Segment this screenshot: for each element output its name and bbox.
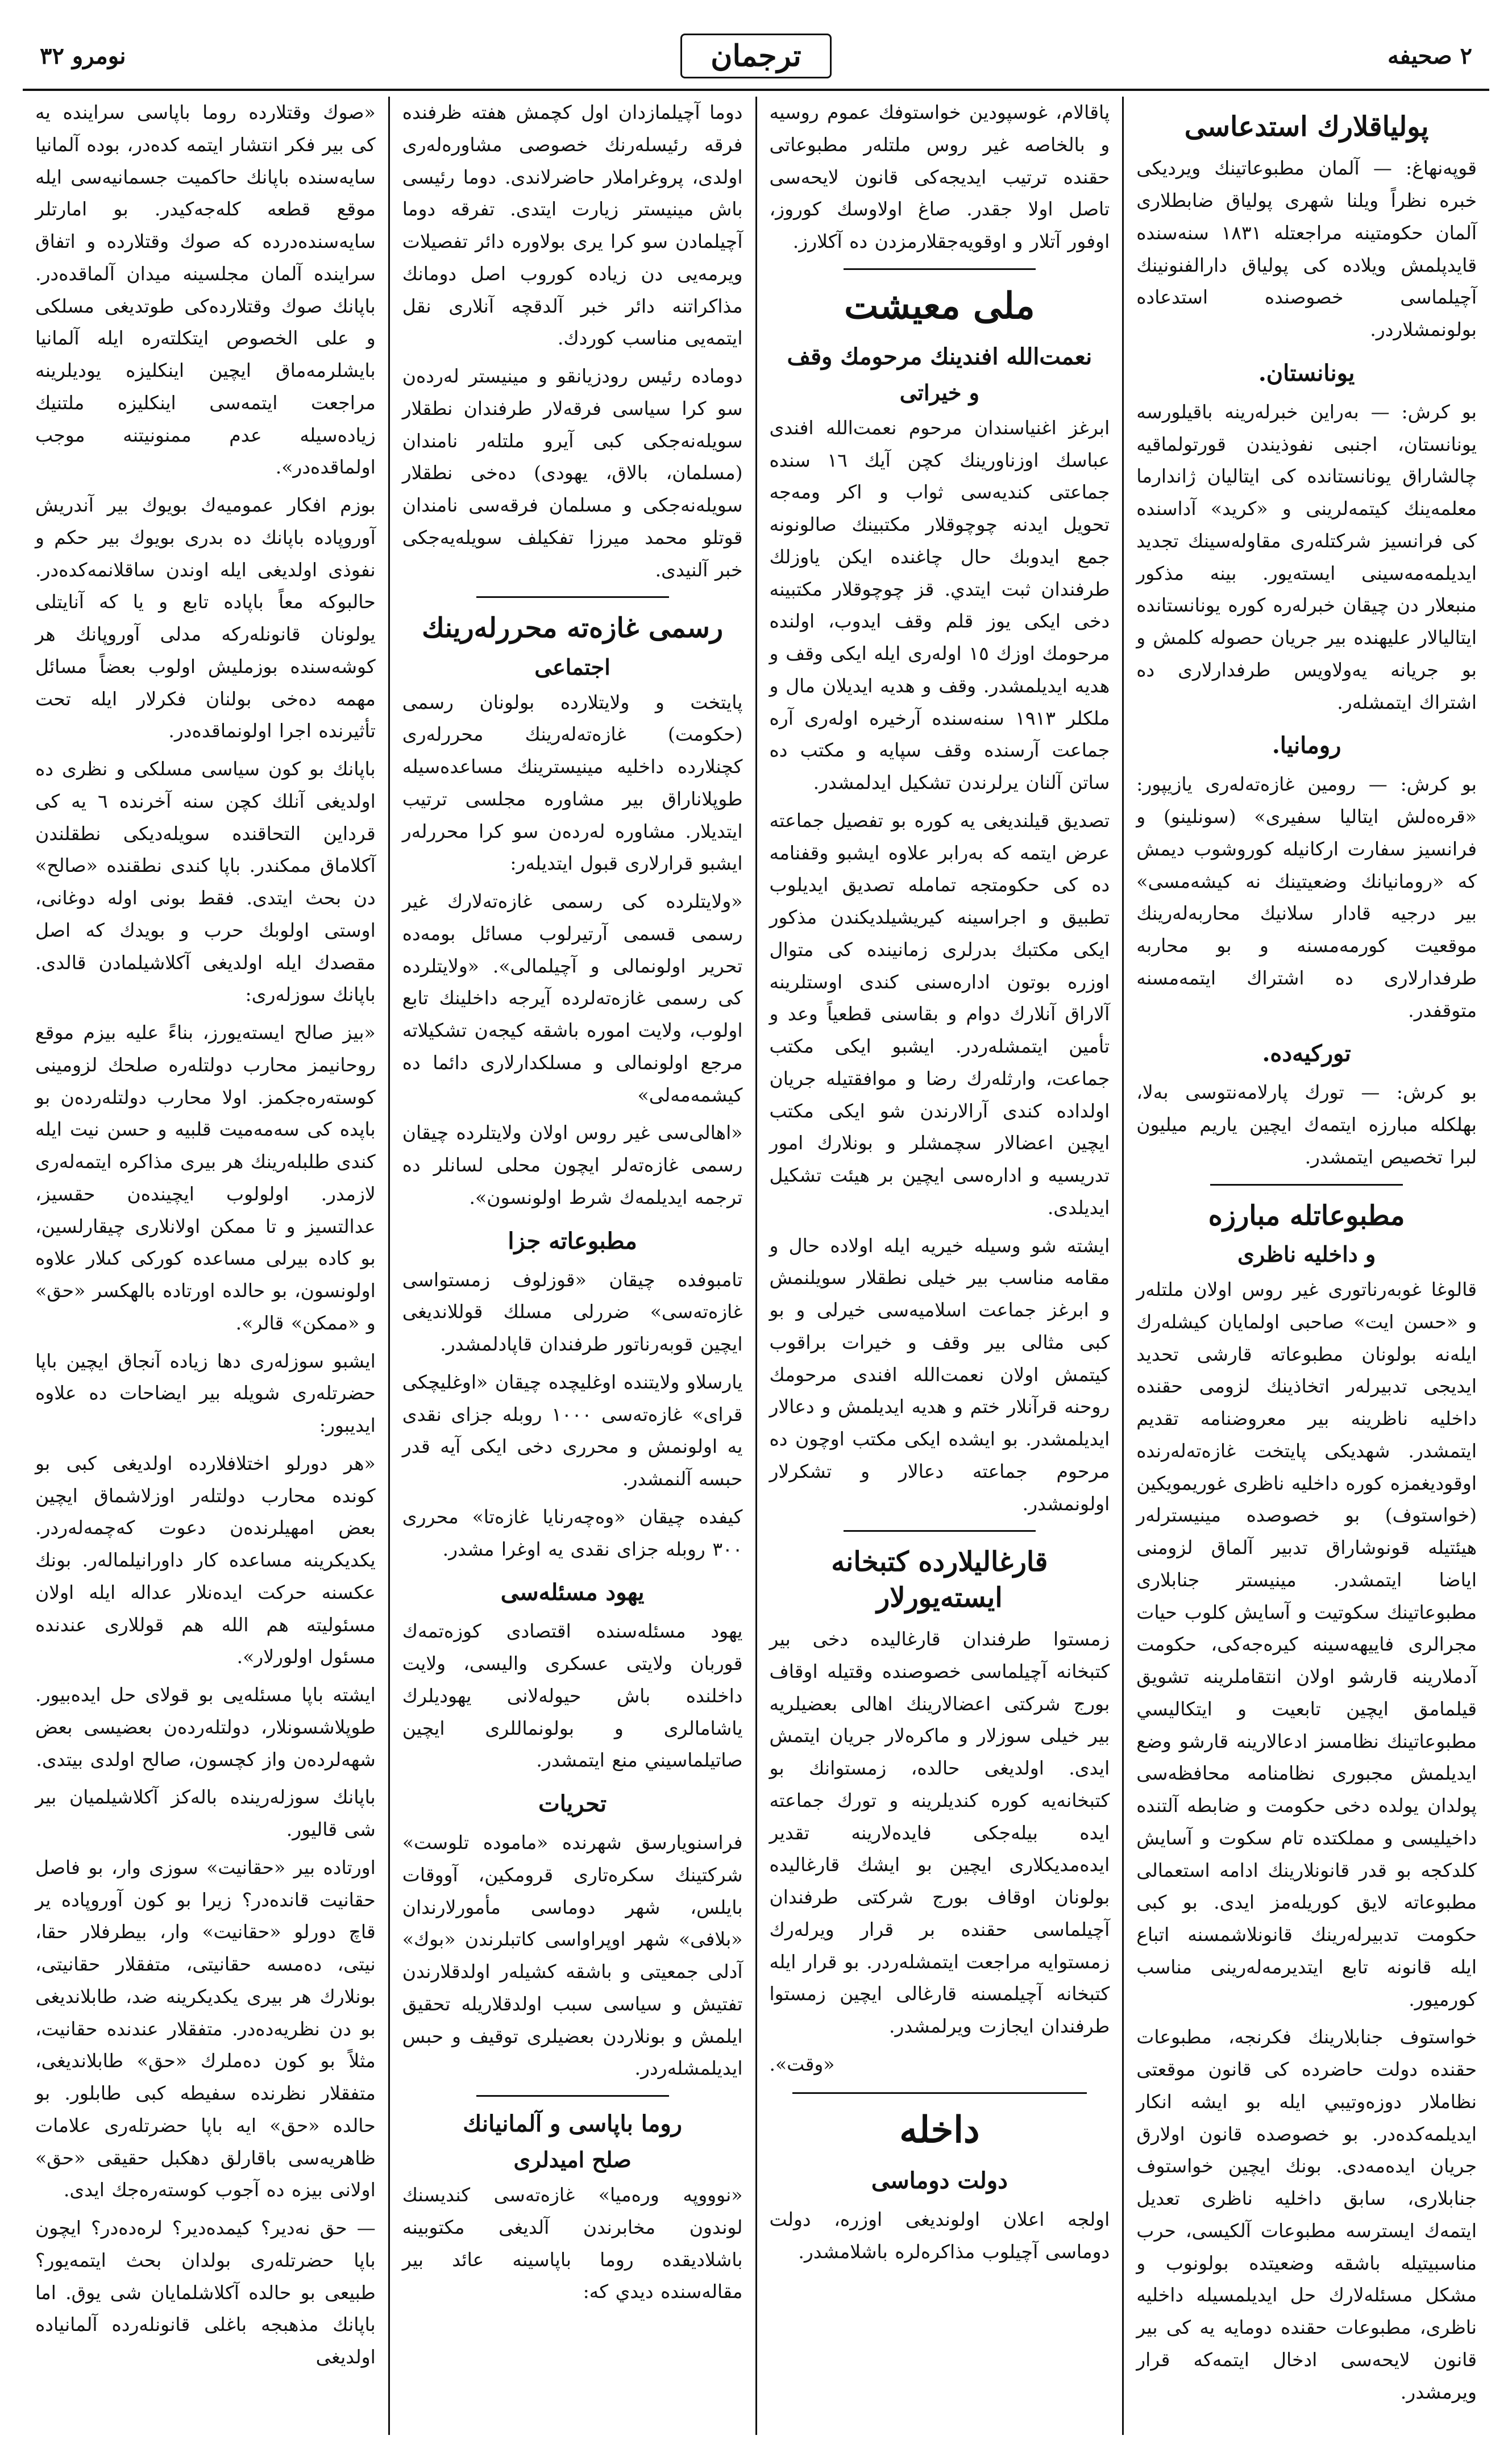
article-paragraph: بو كرش: — تورك پارلامەنتوسى بەلا، بهلكله مبارزه ايتمەك ايچين ياريم ميليون لبرا تخصيص ايتمشدر. (1136, 1081, 1477, 1168)
article-columns (23, 97, 1489, 2435)
article-paragraph: بو كرش: — رومين غازەتەلەرى يازيپور: «قره‌ه‌لش ايتاليا سفيرى» (سونلينو) و فرانسيز سفارت اركانيله كوروشوب ديمش كه «رومانيانك وضعيتينك نه كيشەمسى» بير درجيه قادار سلانيك محاربه‌لەرينك موقعيت كورمەمسنه و بو محاربه طرفدارلارى ده اشتراك ايتمەمسنه متوقفدر. (1136, 773, 1477, 1021)
column-3 (388, 97, 755, 2435)
article-paragraph: زمستوا طرفندان قارغاليده دخى بير كتبخانه آچيلماسى خصوصنده وقتيله اوقاف بورج شركتى اعضالارينك اهالى بعضيلريه بير خيلى سوزلار و ماكرەلار جريان ايتمش ايدى. اولديغى حالده، زمستوانك بو كتبخانه‌يه كوره كنديلرينه و تورك جماعته ايده بيلەجكى فايدەلارينه تقدير ايدەمديكلارى ايچين بو ايشك قارغاليده بولونان اوقاف بورج شركتى طرفندان آچيلماسى حقنده بر قرار ويرلەرك زمستوايه مراجعت ايتمشلەردر. بو قرار ايله كتبخانه آچيلمسنه قارغالى ايچين زمستوا طرفندان ايجازت ويرلمشدر. (769, 1628, 1110, 2038)
article-paragraph: «نوووپه ورەميا» غازەتەسى كنديسنك لوندون مخابرندن آلديغى مكتوبينه باشلاديقده روما باپاسينه عائد بير مقالەسنده ديدي كه: (402, 2184, 743, 2303)
article-paragraph: اولجه اعلان اولونديغى اوزره، دولت دوماسى آچيلوب مذاكرەلره باشلامشدر. (769, 2208, 1110, 2263)
heading-official-editors: رسمى غازەته محررلەرينك (422, 612, 724, 645)
subheading-interior-minister: و داخليه ناظرى (1237, 1241, 1376, 1267)
divider (476, 596, 669, 598)
article-paragraph: دوماده رئيس رودزيانقو و مينيستر لەردەن سو كرا سياسى فرقەلار طرفندان نطقلار سويلەنەجكى كبى آيرو ملتلەر نامندان (مسلمان، بالاق، يهودى) ده‌خى نطقلار سويلەنەجكى و مسلمان فرقەسى نامندان قوتلو محمد ميرزا تفكيلف سويلەيەجكى خبر آلنيدى. (402, 365, 743, 581)
article-paragraph: كيفده چيقان «وەچەرنايا غازەتا» محررى ٣٠٠ روبله جزاى نقدى يه اوغرا مشدر. (402, 1505, 743, 1560)
subheading-charities: و خيراتى (899, 379, 980, 405)
article-paragraph: — حق نه‌دير؟ كيمده‌دير؟ لره‌دەدر؟ ايچون باپا حضرتلەرى بولدان بحث ايتمە‌يور؟ طبيعى بو حالده آكلاشلمايان شى يوق. اما باپانك مذهبجه باغلى قانونلەرده آلمانياده اولديغى (35, 2217, 376, 2368)
article-paragraph: باپانك بو كون سياسى مسلكى و نظرى ده اولديغى آنلك كچن سنه آخرنده ٦ يه كى قرداين التحاقنده سويلەديكى نطقلندن آكلاماق ممكندر. باپا كندى نطقنده «صالح» دن بحث ايتدى. فقط بونى اوله دوغانى، اوستى اولوبك حرب و بويدك كه اصل مقصدك ايله اولديغى آكلاشيلمادن قالدى. باپانك سوزلەرى: (35, 758, 376, 1006)
article-paragraph: پايتخت و ولايتلارده بولونان رسمى (حكومت) غازەتەلەرينك محررلەرى كچنلارده داخليه مينيسترينك مساعده‌سيله طوپلاناراق بير مشاوره مجلسى ترتيب ايتديلار. مشاوره لەردەن سو كرا محررلەر ايشبو قرارلارى قبول ايتديلەر: (402, 691, 743, 875)
heading-pope-germany: روما باپاسى و آلمانيانك (463, 2110, 682, 2138)
heading-romania: رومانيا. (1272, 732, 1341, 759)
subheading-meeting: اجتماعى (534, 654, 610, 680)
article-paragraph: تامبوفده چيقان «قوزلوف زمستواسى غازەتەسى» ضررلى مسلك قوللانديغى ايچين قوبەرناتور طرفندان قاپادلمشدر. (402, 1268, 743, 1356)
divider (792, 2092, 1087, 2094)
article-paragraph: «بيز صالح ايستەيورز، بناءً عليه بيزم موقع روحانيمز محارب دولتلەره صلحك لزومينى كوستەرەجكمز. اولا محارب دولتلەردەن بو باپده كى سەمەميت قلبيه و حسن نيت ايله كندى طلبلەرينك هر بيرى مذاكره ايتمەلەرى لازمدر. اولولوب ايچيندەن حقسيز، عدالتسيز و تا ممكن اولانلارى چيقارلسين، بو كاده بيرلى مساعده كوركى كىلار علاوه اولونسون، بو حالده اورتاده بالهكسر «حق» و «ممكن» قالر». (35, 1021, 376, 1334)
article-paragraph: فراسنويارسق شهرنده «ماموده تلوست» شركتينك سكرەتارى قرومكين، آووقات بايلس، شهر دوماسى مأمورلارندان «بلافى» شهر اوپراواسى كاتبلرندن «بوك» آدلى جمعيتى و باشقه كشيلەر اولدقلارندن تفتيش و سياسى سبب اولدقلاريله تحقيق ايلمش و بونلاردن بعضيلرى توقيف و حبس ايديلمشلەردر. (402, 1831, 743, 2080)
issue-number: نومرو ٣٢ (40, 42, 126, 69)
divider (1210, 1184, 1403, 1186)
page-header (23, 23, 1489, 91)
article-paragraph: «صوك وقتلارده روما باپاسى سراينده يه كى بير فكر انتشار ايتمه كده‌در، بوده آلمانيا سايه‌سنده باپانك حاكميت جسمانيەسى ايله موقع قطعه كلەجەكيدر. بو امارتلر سايەسنده‌درده كه صوك وقتلارده و اتفاق سراينده آلمان مجلسينه ميدان آلماقدەدر. باپانك صوك وقتلارده‌كى طوتديغى مسلكى و على الخصوص ايتكلتەره ايله آلمانيا بايشلرمه‌ماق ايچين اينكليزه يوديلرينه مراجعت ايتمەسى اينكليزه ملتنيك زياده‌سيله عدم ممنونيتنه موجب اولماقدەدر». (35, 101, 376, 479)
article-paragraph: قالوغا غوبەرناتورى غير روس اولان ملتلەر و «حسن ايت» صاحبى اولمايان كيشلەرك ايلەنە بولونان مطبوعاته قارشى تحديد ايديجى تدبيرلەر اتخاذينك لزومى حقنده داخليه ناظرينه بير معروضنامه تقديم ايتمشدر. شهديكى پايتخت غازەتەلەرنده اوقوديغمزه كوره داخليه ناظرى غوريمويكين (خواستوف) بو خصوصده مينيسترلەر هيئتيله قونوشاراق تدبير آلماق لزومنى اياضا ايتمشدر. مينيستر جنابلارى مطبوعاتينك سكوتيت و آسايش كلوب حيات مجرالرى فاييهەسينه كيرەجەكى، حكومت آدملارينه قارشو اولان انتقاملرينه تشويق قيلمامق ايچين تابعيت و ايتكاليسي مطبوعاتينك نظامسز ادعالارينه قارشو وضع ايديلمش مجبورى نظامنامه محافظه‌سى پولدان يولده دخى حكومت و ضابطه آلتنده داخيليسى و مملكتده تام سكوت و آسايش كلدكجه بو قدر قانونلارينك ادامه استعمالى مطبوعاته لايق كوريلەمز ايدى. بو كبى حكومت تدبيرلەرينك قانونلاشمسنه اتباع ايله قانونه تابع ايتديرمەلەرينى مناسب كورميور. (1136, 1278, 1477, 2010)
article-paragraph: ايشته شو وسيله خيريه ايله اولاده حال و مقامه مناسب بير خيلى نطقلار سويلنمش و ابرغز جماعت اسلاميه‌سى خيرلى و بو كبى مثالى بير وقف و خيرات براقوب كيتمش اولان نعمت‌الله افندى مرحومك روحنه قرآنلار ختم و هديه ايديلمش و دعالار ايديلمشدر. بو ايشده ايكى مكتب اوچون ده مرحوم جماعته دعالار و تشكرلار اولونمشدر. (769, 1234, 1110, 1515)
article-paragraph: تصديق قيلنديغى يه كوره بو تفصيل جماعته عرض ايتمه كه بەرابر علاوه ايشبو وقفنامه ده كى حكومتجه تمامله تصديق ايديلوب تطبيق و اجراسينه كيريشيلديكندن مذكور ايكى مكتبك بدرلرى زمانينده كى متوال اوزره بوتون ادارەسنى كندى اوستلرينه آلاراق آنلارك دوام و بقاسنى قطعياً وعد و تأمين ايتمشلەردر. ايشبو ايكى مكتب جماعت، وارثلەرك رضا و موافقتيله جريان اولداده كندى آرالارندن شو ايكى مكتب ايچين اعضالار سچمشلر و بونلارك امور تدريسيه و ادارەسى ايچين بر هيئت تشكيل ايديلدى. (769, 809, 1110, 1219)
heading-kargaly-library: قارغاليلارده كتبخانه ايستەيورلار (831, 1546, 1048, 1614)
heading-jewish-question: يهود مسئلەسى (500, 1579, 645, 1606)
divider (844, 1530, 1036, 1532)
heading-nimatullah-endowment: نعمت‌الله افندينك مرحومك وقف (787, 343, 1093, 370)
article-paragraph: پاقالام، غوسپودين خواستوفك عموم روسيه و بالخاصه غير روس ملتلەر مطبوعاتى حقنده ترتيب ايديجەكى قانون لايحەسى تاصل اولا جقدر. صاغ اولاوسك كوروز، اوفور آتلار و اوقويەجقلارمزدن ده آكلارز. (769, 101, 1110, 252)
heading-polish-petition: پولياقلارك استدعاسى (1184, 111, 1429, 143)
heading-national-life: ملى معيشت (844, 284, 1035, 327)
divider (844, 268, 1036, 270)
article-paragraph: ابرغز اغنياسندان مرحوم نعمت‌الله افندى عباسك اوزناورينك كچن آيك ١٦ سنده جماعتى كنديه‌سى ثواب و اكر ومەجە تحويل ايدنە چوچوقلار مكتبينك صالونونه جمع ايدوبك حال چاغنده ايكن ياوزلك طرفندان ثبت ايتدي. قز چوچوقلار مكتبينه دخى ايكى يوز قلم وقف ايدوب، اولنده مرحومك اوزك ١٥ اولەرى ايله ايكى وقف و هديه ايديلمشدر. وقف و هديه ايديلان مال و ملكلر ١٩١٣ سنه‌سنده آرخيرە اولەرى آره جماعت آرسنده وقف سپايه و مكتب ده ساتن آلنان يرلرندن تشكيل ايدلمشدر. (769, 416, 1110, 794)
heading-press-penalty: مطبوعاته جزا (508, 1227, 637, 1254)
article-paragraph: قوپه‌نهاغ: — آلمان مطبوعاتينك ويرديكى خبره نظراً ويلنا شهرى پولياق ضابطلارى آلمان حكومتينه مراجعتله ١٨٣١ سنه‌سنده قايدپلمش ويلاده كى پولياق دارالفنونينك آچيلماسى خصوصنده استدعاده بولونمشلاردر. (1136, 157, 1477, 341)
article-paragraph: بو كرش: — بەراين خبرلەرينه باقيلورسه يونانستان، اجنبى نفوذيندن قورتولماقيه چالشاراق يونانستانده كى ايتاليان ژاندارما معلمەينك كيتمەلرينى و «كريد» آداسنده كى فرانسيز شركتلەرى مقاولەسينك تجديد ايديلمەمەسينى ايستەيور. بينه مذكور منبعلار دن چيقان خبرلەره كوره يونانستانده ايتاليالار عليهنده بير جريان حصوله كلمش و بو جريانه يه‌ولاويس طرفدارلارى ده اشتراك ايتمشلەر. (1136, 400, 1477, 713)
subheading-peace-hopes: صلح اميدلرى (513, 2147, 632, 2173)
source-credit: «وقت». (769, 2052, 835, 2075)
article-paragraph: اورتاده بير «حقانيت» سوزى وار، بو فاصل حقانيت قاندەدر؟ زيرا بو كون آوروپاده ير قاچ دورلو «حقانيت» وار، بيطرفلار حقا، نيتى، ده‌مسه حقانيتى، متفقلار حقانيتى، بونلارك هر بيرى يكديكرينه ضد، طابلانديغى بو دن نظريه‌ده‌در. متفقلار عندنده حقانيت، مثلاً بو كون ده‌ملرك «حق» طابلانديغى، متفقلار نظرنده سفيطه كبى طابلور. بو حالده «حق» ايه باپا حضرتلەرى علامات ظاهريه‌سى باقارلق دهكبل حقيقى «حق» اولانى بيزه ده آجوب كوستەرەجك ايدى. (35, 1856, 376, 2201)
heading-state-duma: دولت دوماسى (871, 2167, 1008, 2194)
heading-domestic: داخله (899, 2108, 980, 2151)
article-paragraph: خواستوف جنابلارينك فكرنجه، مطبوعات حقنده دولت حاضرده كى قانون موقعتى نظاملار دوزەوتيبي ايله بو ايشە انكار ايديلمەكدەدر. بو خصوصده قانون اولارق جريان ايدەمەدى. بونك ايچين خواستوف جنابلارى، سابق داخليه ناظرى تعديل ايتمەك ايسترسه مطبوعات آلكيسى، حرب مناسبيتيله باشقه وضعيتده بولونوب و مشكل مسئلەلارك حل ايديلمسيله داخليه ناظرى، مطبوعات حقنده دومايه يه كى بير قانون لايحەسى ادخال ايتمەكە قرار ويرمشدر. (1136, 2026, 1477, 2403)
article-paragraph: دوما آچيلمازدان اول كچمش هفته ظرفنده فرقه رئيسلەرنك خصوصى مشاوره‌لەرى اولدى، پروغراملار حاضرلاندى. دوما رئيسى باش مينيستر زيارت ايتدى. تفرقه دوما آچيلمادن سو كرا يرى بولاوره دائر تفصيلات ويرمه‌يى دن زياده كوروب اصل دومانك مذاكراتنه دائر خبر آلدقچه آنلارى نقل ايتمه‌يى مناسب كوردك. (402, 101, 743, 350)
article-paragraph: «هر دورلو اختلافلارده اولديغى كبى بو كونده محارب دولتلەر اوزلاشماق ايچين بعض امهيلرندەن دعوت كەچمەلەردر. يكديكرينه مساعده كار داورانيلمالەر. بونك عكسنه حركت ايدەنلار عداله ايله اولان مسئوليته هم الله هم قوللارى عندنده مسئول اولورلار». (35, 1452, 376, 1668)
article-paragraph: باپانك سوزلەرينده باله‌كز آكلاشيلميان بير شى قاليور. (35, 1786, 376, 1840)
article-paragraph: يارسلاو ولايتنده اوغليچده چيقان «اوغليچكى قراى» غازەتەسى ١٠٠٠ روبله جزاى نقدى يه اولونمش و محررى دخى ايكى آيه قدر حبسه آلنمشدر. (402, 1370, 743, 1490)
heading-greece: يونانستان. (1258, 359, 1355, 386)
article-paragraph: ايشته باپا مسئلەيى بو قولاى حل ايدەبيور. طوپلاشسونلار، دولتلەردەن بعضيسى بعض شهەلردەن واز كچسون، صالح اولدى بيتدى. (35, 1684, 376, 1771)
column-4 (23, 97, 388, 2435)
newspaper-title: ترجمان (680, 34, 831, 78)
article-paragraph: ايشبو سوزلەرى دها زياده آنجاق ايچين باپا حضرتلەرى شويله بير ايضاحات ده علاوه ايديبور: (35, 1349, 376, 1436)
heading-press-struggle: مطبوعاتله مبارزه (1208, 1199, 1405, 1232)
column-2 (755, 97, 1123, 2435)
heading-searches: تحريات (538, 1790, 607, 1818)
divider (476, 2095, 669, 2097)
article-paragraph: يهود مسئلەسنده اقتصادى كوزەتمەك قوربان ولايتى عسكرى واليسى، ولايت داخلنده باش حيولەلانى يهوديلرك ياشامالرى و بولونماللرى ايچين صاتيلماسيني منع ايتمشدر. (402, 1620, 743, 1772)
column-1 (1122, 97, 1489, 2435)
heading-turkey: توركيەده. (1262, 1040, 1351, 1067)
page-number: ٢ صحيفه (1388, 42, 1472, 69)
article-paragraph: «ولايتلرده كى رسمى غازەتەلارك غير رسمى قسمى آرتيرلوب مسائل بومەدە تحرير اولونمالى و آچيلمالى». «ولايتلرده كى رسمى غازەتەلرده آيرجه داخلينك تابع اولوب، ولايت اموره باشقه كيجەن تشكيلاته مرجع اولونمالى و مسلكدارلارى دائما ده كيشمەمەلى» (402, 890, 743, 1106)
article-paragraph: بوزم افكار عموميه‌ك بويوك بير آندريش آوروپاده باپانك ده بدرى بويوك بير حكم و نفوذى اولديغى ايله اوندن ساقلانمه‌كدەدر. حالبوكه معاً باپاده تابع و يا كه آنايتلى يولونان قانونلەركه مدلى آوروپانك هر كوشه‌سنده بوزمليش اولوب بعضاً مسائل مهمه ده‌خى بولنان فكرلار ايله تحت تأثيرنده اجرا اولونماقده‌در. (35, 494, 376, 742)
article-paragraph: «اهالى‌سى غير روس اولان ولايتلرده چيقان رسمى غازەتەلر ايچون محلى لسانلر ده ترجمه ايديلمەك شرط اولونسون». (402, 1121, 743, 1208)
